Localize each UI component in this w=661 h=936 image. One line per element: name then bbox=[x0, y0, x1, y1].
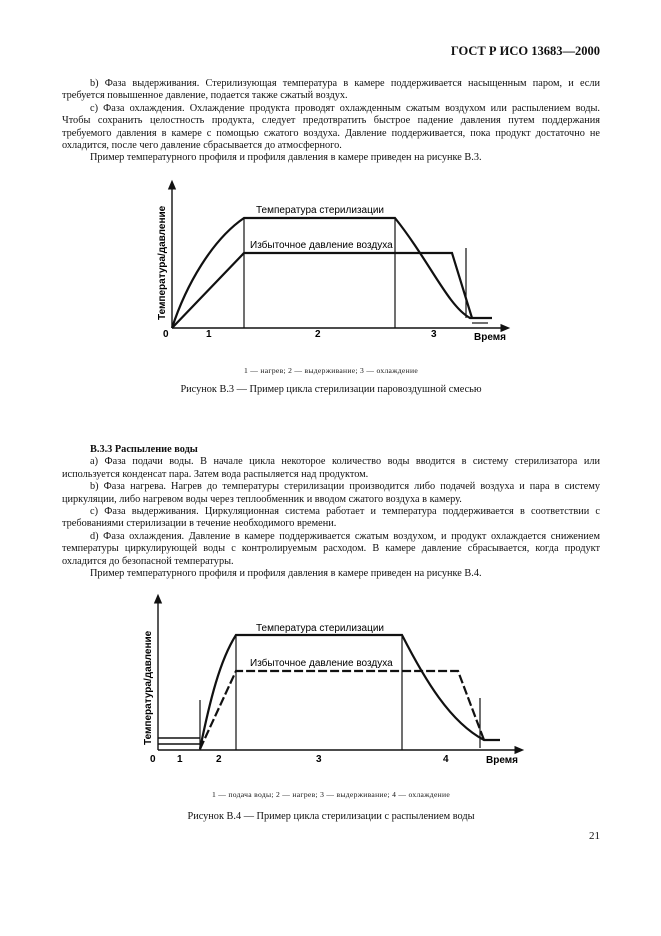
y-axis-label: Температура/давление bbox=[143, 630, 154, 745]
phase-label: 2 bbox=[315, 329, 321, 340]
paragraph-heating: b) Фаза нагрева. Нагрев до температуры стерилизации производится либо подачей воздуха и пара в систему циркуляции, либо нагревом воды через теплообменник и вводом сжатого воздуха в камеру. bbox=[62, 481, 600, 505]
pressure-label: Избыточное давление воздуха bbox=[250, 658, 393, 669]
x-axis-label: Время bbox=[486, 755, 518, 766]
figure-b4-legend: 1 — подача воды; 2 — нагрев; 3 — выдерживание; 4 — охлаждение bbox=[211, 790, 451, 799]
pressure-label: Избыточное давление воздуха bbox=[250, 240, 393, 251]
phase-label: 4 bbox=[443, 754, 449, 765]
y-axis-label: Температура/давление bbox=[157, 205, 168, 320]
document-header: ГОСТ Р ИСО 13683—2000 bbox=[450, 44, 600, 58]
paragraph-water-supply: a) Фаза подачи воды. В начале цикла некоторое количество воды вводится в систему стерилизатора или используется конденсат пара. Затем вода распыляется над продуктом. bbox=[62, 456, 600, 480]
pressure-curve bbox=[200, 671, 484, 749]
origin-label: 0 bbox=[163, 329, 169, 340]
phase-label: 3 bbox=[316, 754, 322, 765]
temperature-label: Температура стерилизации bbox=[256, 205, 384, 216]
temperature-label: Температура стерилизации bbox=[256, 623, 384, 634]
figure-b4-caption: Рисунок В.4 — Пример цикла стерилизации с распылением воды bbox=[187, 811, 475, 822]
phase-label: 1 bbox=[177, 754, 183, 765]
paragraph-holding: c) Фаза выдерживания. Циркуляционная система работает и температура поддерживается в соответствии с требованиями стерилизации в течение необходимого времени. bbox=[62, 506, 600, 530]
paragraph-cooling-phase: c) Фаза охлаждения. Охлаждение продукта проводят охлажденным сжатым воздухом или распылением воды. Чтобы сохранить целостность продукта, следует предотвратить быстрое падение давления путем поддержания требуемого давления в камере с помощью сжатого воздуха. Давление поддерживается, пока продукт достаточно не охладится, после чего давление сбрасывается до атмосферного. bbox=[62, 102, 600, 152]
section-heading: В.3.3 Распыление воды bbox=[90, 444, 198, 455]
paragraph-figure4-reference: Пример температурного профиля и профиля давления в камере приведен на рисунке В.4. bbox=[90, 568, 482, 580]
paragraph-holding-phase: b) Фаза выдерживания. Стерилизующая температура в камере поддерживается насыщенным паром, и если требуется повышенное давление, подается также сжатый воздух. bbox=[62, 78, 600, 102]
figure-b3-caption: Рисунок В.3 — Пример цикла стерилизации паровоздушной смесью bbox=[180, 384, 482, 395]
x-axis-label: Время bbox=[474, 332, 506, 343]
phase-label: 3 bbox=[431, 329, 437, 340]
temperature-curve bbox=[200, 635, 500, 749]
page-number: 21 bbox=[589, 830, 600, 842]
phase-label: 1 bbox=[206, 329, 212, 340]
paragraph-cooling: d) Фаза охлаждения. Давление в камере поддерживается сжатым воздухом, и продукт охлаждается снижением температуры циркулирующей воды с контролируемым расходом. В камере давление сбрасывается, когда продукт охладится до безопасной температуры. bbox=[62, 530, 600, 567]
phase-label: 2 bbox=[216, 754, 222, 765]
figure-b3-legend: 1 — нагрев; 2 — выдерживание; 3 — охлаждение bbox=[243, 366, 418, 375]
origin-label: 0 bbox=[150, 754, 156, 765]
paragraph-figure3-reference: Пример температурного профиля и профиля давления в камере приведен на рисунке В.3. bbox=[90, 152, 482, 164]
